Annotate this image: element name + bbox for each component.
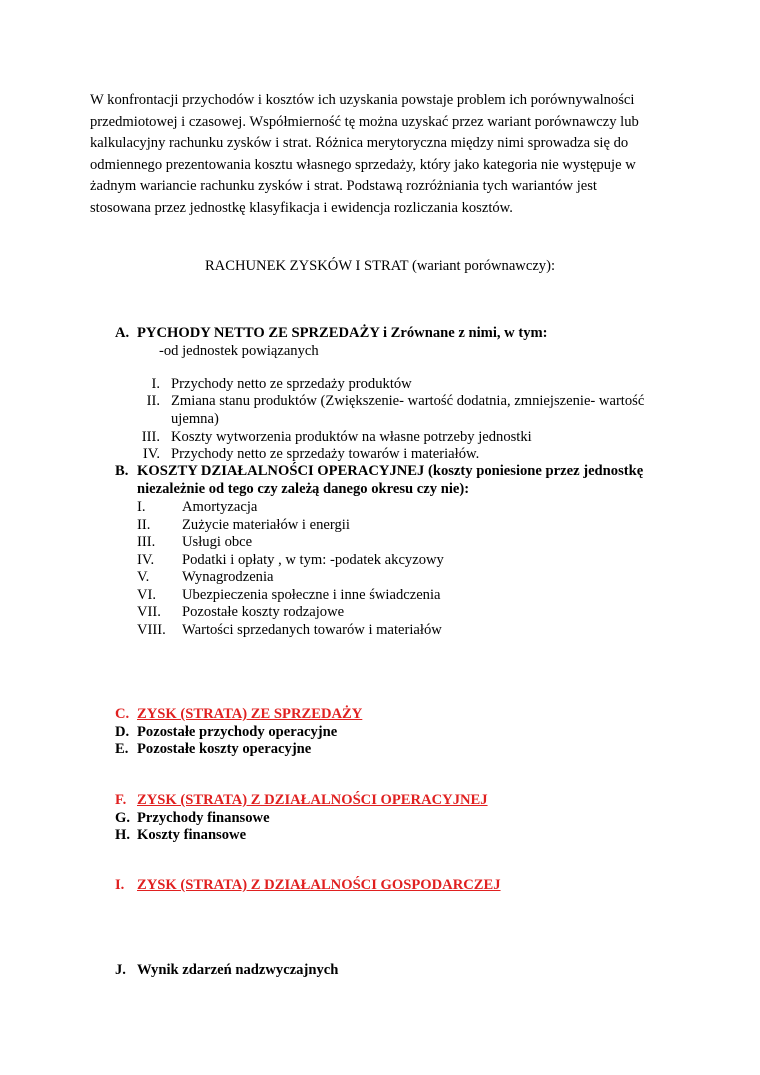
section-c-letter: C.: [115, 706, 130, 722]
item-text: Podatki i opłaty , w tym: -podatek akcyzowy: [182, 552, 444, 568]
section-d-letter: D.: [115, 724, 130, 740]
intro-paragraph: [90, 90, 690, 220]
intro-line: żadnym wariancie rachunku zysków i strat. Podstawą rozróżniania tych wariantów jest: [90, 178, 597, 195]
item-number: VII.: [137, 604, 161, 620]
section-f-letter: F.: [115, 792, 127, 808]
intro-line: kalkulacyjny rachunku zysków i strat. Różnica merytoryczna między nimi sprowadza się do: [90, 135, 629, 152]
intro-line: W konfrontacji przychodów i kosztów ich uzyskania powstaje problem ich porównywalności: [90, 92, 635, 108]
section-e-letter: E.: [115, 741, 129, 757]
item-text: Wartości sprzedanych towarów i materiałów: [182, 622, 442, 638]
item-text: Zużycie materiałów i energii: [182, 517, 350, 533]
item-text: Zmiana stanu produktów (Zwiększenie- wartość dodatnia, zmniejszenie- wartość: [171, 393, 645, 409]
section-g-heading: Przychody finansowe: [137, 810, 270, 826]
item-number: I.: [137, 499, 146, 515]
section-h-heading: Koszty finansowe: [137, 827, 247, 843]
item-number: IV.: [137, 552, 155, 568]
section-h-letter: H.: [115, 827, 130, 843]
section-a-heading: PYCHODY NETTO ZE SPRZEDAŻY i Zrównane z nimi, w tym:: [137, 325, 548, 341]
section-c-text: ZYSK (STRATA) ZE SPRZEDAŻY: [137, 706, 363, 722]
section-i-text: ZYSK (STRATA) Z DZIAŁALNOŚCI GOSPODARCZEJ: [137, 877, 501, 893]
section-j-heading: Wynik zdarzeń nadzwyczajnych: [137, 962, 339, 978]
section-g-letter: G.: [115, 810, 130, 826]
section-b-heading-continued: niezależnie od tego czy zależą danego okresu czy nie):: [137, 481, 470, 497]
section-b-heading: KOSZTY DZIAŁALNOŚCI OPERACYJNEJ (koszty poniesione przez jednostkę: [137, 463, 644, 479]
item-text: Usługi obce: [182, 534, 253, 550]
section-f-text: ZYSK (STRATA) Z DZIAŁALNOŚCI OPERACYJNEJ: [137, 792, 488, 808]
item-number: I.: [151, 376, 160, 392]
section-f-heading: [137, 792, 488, 809]
item-number: II.: [137, 517, 151, 533]
section-e-heading: Pozostałe koszty operacyjne: [137, 741, 312, 757]
statement-title: RACHUNEK ZYSKÓW I STRAT (wariant porównawczy):: [204, 258, 556, 274]
item-text-continued: ujemna): [171, 411, 219, 427]
section-c-heading: [137, 706, 362, 723]
section-i-heading: [137, 877, 501, 894]
item-text: Ubezpieczenia społeczne i inne świadczenia: [182, 587, 441, 603]
section-j-letter: J.: [115, 962, 126, 978]
item-text: Przychody netto ze sprzedaży produktów: [171, 376, 412, 392]
item-number: VI.: [137, 587, 157, 603]
section-a-letter: A.: [115, 325, 130, 341]
item-text: Wynagrodzenia: [182, 569, 274, 585]
section-i-letter: I.: [115, 877, 125, 893]
item-number: III.: [137, 534, 156, 550]
item-number: II.: [146, 393, 160, 409]
item-number: V.: [137, 569, 150, 585]
item-number: IV.: [142, 446, 160, 462]
intro-line: stosowana przez jednostkę klasyfikacja i ewidencja rozliczania kosztów.: [90, 199, 513, 216]
item-number: VIII.: [137, 622, 166, 638]
item-text: Koszty wytworzenia produktów na własne potrzeby jednostki: [171, 429, 532, 445]
item-number: III.: [141, 429, 160, 445]
section-b-letter: B.: [115, 463, 129, 479]
section-a-subline: -od jednostek powiązanych: [159, 343, 319, 359]
item-text: Przychody netto ze sprzedaży towarów i materiałów.: [171, 446, 480, 462]
section-d-heading: Pozostałe przychody operacyjne: [137, 724, 338, 740]
intro-line: przedmiotowej i czasowej. Współmierność tę można uzyskać przez wariant porównawczy lub: [90, 113, 639, 130]
intro-line: odmiennego prezentowania kosztu własnego sprzedaży, który jako kategoria nie występuje w: [90, 156, 636, 173]
item-text: Amortyzacja: [182, 499, 258, 515]
item-text: Pozostałe koszty rodzajowe: [182, 604, 345, 620]
